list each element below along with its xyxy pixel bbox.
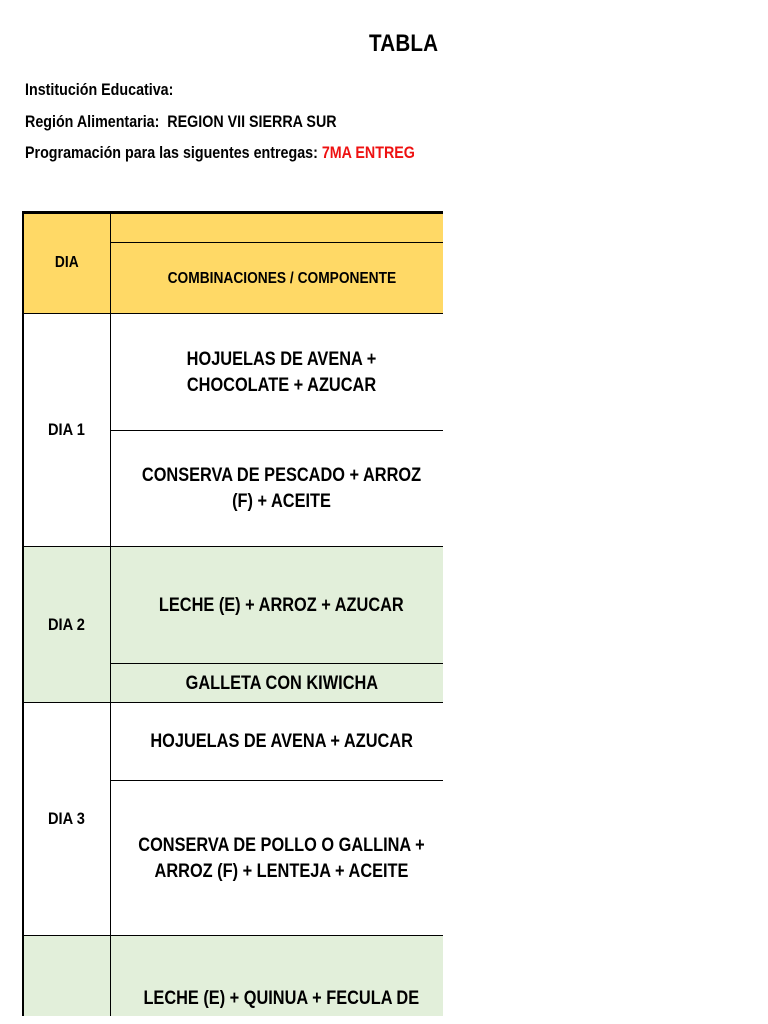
combination-text: HOJUELAS DE AVENA + AZUCAR [150,731,413,753]
combination-cell [111,781,443,936]
day-cell [22,547,111,703]
combination-text: LECHE (E) + ARROZ + AZUCAR [159,594,404,616]
row-divider [111,430,443,431]
header-combo-label: COMBINACIONES / COMPONENTE [167,269,396,287]
combination-text: HOJUELAS DE AVENA + CHOCOLATE + AZUCAR [186,348,377,396]
combination-text: GALLETA CON KIWICHA [185,672,378,694]
menu-table [22,211,443,1016]
row-divider [111,242,443,243]
day-label: DIA 2 [48,614,85,634]
combination-cell [111,664,443,703]
program-value: 7MA ENTREG [321,143,415,162]
row-divider [111,663,443,664]
region-line [25,112,337,132]
program-label: Programación para las siguentes entregas: [25,143,318,162]
page-title: TABLA [369,30,439,57]
day-cell [22,314,111,547]
combination-cell [111,431,443,547]
row-divider [22,935,443,936]
combination-text: LECHE (E) + QUINUA + FECULA DE [143,988,420,1009]
row-divider [22,313,443,314]
row-divider [22,546,443,547]
header-top-blank-cell [111,211,443,243]
row-divider [22,702,443,703]
row-divider [111,780,443,781]
header-day-label: DIA [54,253,79,271]
institution-line [25,80,173,100]
table-top-border [22,211,443,214]
region-label: Región Alimentaria: [25,112,160,131]
combination-cell [111,314,443,431]
day-label: DIA 3 [48,809,85,829]
combination-cell [111,547,443,664]
combination-text: CONSERVA DE POLLO O GALLINA + ARROZ (F) + LENTEJA + ACEITE [138,834,425,882]
header-day-cell [22,211,111,314]
region-value: REGION VII SIERRA SUR [167,112,337,131]
combination-cell [111,936,443,1016]
day-cell [22,703,111,936]
day-label: DIA 1 [48,420,85,440]
combination-cell [111,703,443,781]
column-divider [110,211,111,1016]
header-combo-cell [111,243,443,314]
day-cell [22,936,111,1016]
table-left-border [22,211,24,1016]
institution-label: Institución Educativa: [25,80,174,99]
combination-text: CONSERVA DE PESCADO + ARROZ (F) + ACEITE [141,465,422,512]
program-line [25,143,415,163]
